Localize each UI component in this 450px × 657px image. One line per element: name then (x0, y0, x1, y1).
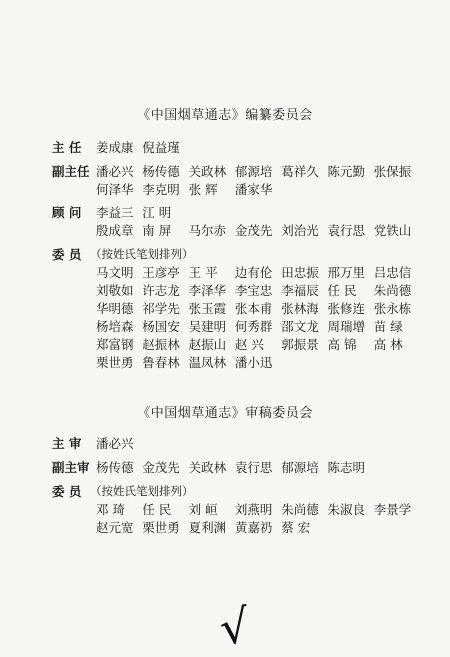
committee_review-row (0, 458, 450, 476)
member-name: 鲁春林 (142, 355, 180, 370)
member-name: 葛祥久 (281, 164, 319, 179)
member-name: 倪益瑾 (142, 140, 180, 155)
member-name: 张 辉 (188, 182, 218, 197)
member-name: 姜成康 (96, 140, 134, 155)
member-name: 王彦亭 (142, 265, 180, 280)
role-label: 顾 问 (52, 205, 82, 220)
member-name: 李福辰 (281, 283, 319, 298)
role-label: 主 任 (52, 140, 82, 155)
member-name: 吴建明 (188, 319, 227, 334)
member-name: 张保振 (373, 164, 412, 179)
member-name: 张修连 (327, 301, 366, 316)
member-name: 李益三 (96, 205, 134, 220)
member-name: 关政林 (188, 460, 227, 475)
member-name: 江 明 (142, 205, 172, 220)
member-name: 郁源培 (281, 460, 319, 475)
member-name: 祁学先 (142, 301, 180, 316)
member-name: 袁行思 (234, 460, 273, 475)
review-committee-title: 《中国烟草通志》审稿委员会 (137, 406, 313, 421)
member-name: 郁源培 (234, 164, 273, 179)
ordering-note: （按姓氏笔划排列） (90, 247, 194, 261)
committee_editorial-row (0, 180, 450, 198)
member-name: 党铁山 (373, 223, 412, 238)
member-name: 高 林 (373, 337, 403, 352)
member-name: 何秀群 (234, 319, 273, 334)
member-name: 金茂先 (142, 460, 180, 475)
member-name: 陈志明 (327, 460, 366, 475)
member-name: 邢万里 (327, 265, 366, 280)
member-name: 邓 琦 (96, 502, 125, 517)
ordering-note: （按姓氏笔划排列） (90, 484, 194, 498)
member-name: 关政林 (188, 164, 227, 179)
member-name: 苗 绿 (373, 319, 403, 334)
member-name: 南 屏 (142, 223, 172, 238)
role-label: 委 员 (52, 247, 82, 262)
member-name: 杨国安 (142, 319, 180, 334)
member-name: 潘家华 (234, 182, 273, 197)
member-name: 赵振林 (142, 337, 180, 352)
member-name: 李克明 (142, 182, 180, 197)
member-name: 边有伦 (234, 265, 273, 280)
member-name: 华明德 (96, 301, 134, 316)
committee_review-row (0, 434, 450, 452)
role-label: 副主任 (52, 164, 90, 179)
member-name: 杨传德 (142, 164, 180, 179)
committee_editorial-row (0, 162, 450, 180)
member-name: 马文明 (96, 265, 134, 280)
member-name: 朱淑良 (327, 502, 366, 517)
member-name: 袁行思 (327, 223, 366, 238)
committee_editorial-row (0, 263, 450, 281)
committee_editorial-row (0, 221, 450, 239)
member-name: 赵 兴 (234, 337, 264, 352)
member-name: 潘必兴 (96, 164, 134, 179)
member-name: 刘 峘 (188, 502, 218, 517)
committee_editorial-row (0, 138, 450, 156)
member-name: 许志龙 (142, 283, 180, 298)
member-name: 李景学 (373, 502, 412, 517)
committee_editorial-row (0, 203, 450, 221)
member-name: 杨传德 (96, 460, 134, 475)
member-name: 陈元勤 (327, 164, 366, 179)
member-name: 栗世勇 (96, 355, 134, 370)
member-name: 刘敬如 (96, 283, 134, 298)
committee_editorial-row (0, 353, 450, 371)
member-name: 李宝忠 (234, 283, 273, 298)
committee_editorial-row (0, 245, 450, 263)
role-label: 委 员 (52, 484, 82, 499)
member-name: 张永栋 (373, 301, 412, 316)
committee_editorial-row (0, 281, 450, 299)
member-name: 张本甫 (234, 301, 273, 316)
member-name: 夏利渊 (188, 520, 227, 535)
committee_review-row (0, 500, 450, 518)
member-name: 田忠振 (281, 265, 319, 280)
member-name: 马尔赤 (188, 223, 227, 238)
member-name: 黄嘉礽 (234, 520, 273, 535)
member-name: 郑富钢 (96, 337, 134, 352)
committee_editorial-row (0, 335, 450, 353)
member-name: 周瑞增 (327, 319, 366, 334)
member-name: 郭振景 (281, 337, 319, 352)
committee_editorial-row (0, 299, 450, 317)
member-name: 金茂先 (234, 223, 273, 238)
member-name: 任 民 (142, 502, 172, 517)
member-name: 何泽华 (96, 182, 134, 197)
member-name: 潘必兴 (96, 436, 134, 451)
member-name: 邵文龙 (281, 319, 319, 334)
committee_review-row (0, 482, 450, 500)
member-name: 殷成章 (96, 223, 134, 238)
member-name: 蔡 宏 (281, 520, 311, 535)
member-name: 温凤林 (188, 355, 227, 370)
role-label: 副主审 (52, 460, 90, 475)
member-name: 李泽华 (188, 283, 227, 298)
member-name: 朱尚德 (373, 283, 412, 298)
committee_editorial-row (0, 317, 450, 335)
role-label: 主 审 (52, 436, 82, 451)
member-name: 赵振山 (188, 337, 227, 352)
member-name: 赵元宽 (96, 520, 134, 535)
member-name: 潘小迅 (234, 355, 273, 370)
handwritten-check-mark: √ (216, 598, 253, 656)
member-name: 张玉霞 (188, 301, 227, 316)
member-name: 任 民 (327, 283, 357, 298)
member-name: 高 锦 (327, 337, 357, 352)
editorial-committee-title: 《中国烟草通志》编纂委员会 (137, 108, 313, 123)
committee_review-row (0, 518, 450, 536)
member-name: 刘燕明 (234, 502, 273, 517)
member-name: 王 平 (188, 265, 218, 280)
member-name: 栗世勇 (142, 520, 180, 535)
member-name: 张林海 (281, 301, 319, 316)
member-name: 刘治光 (281, 223, 319, 238)
member-name: 杨培森 (96, 319, 134, 334)
member-name: 朱尚德 (281, 502, 319, 517)
member-name: 吕忠信 (373, 265, 412, 280)
